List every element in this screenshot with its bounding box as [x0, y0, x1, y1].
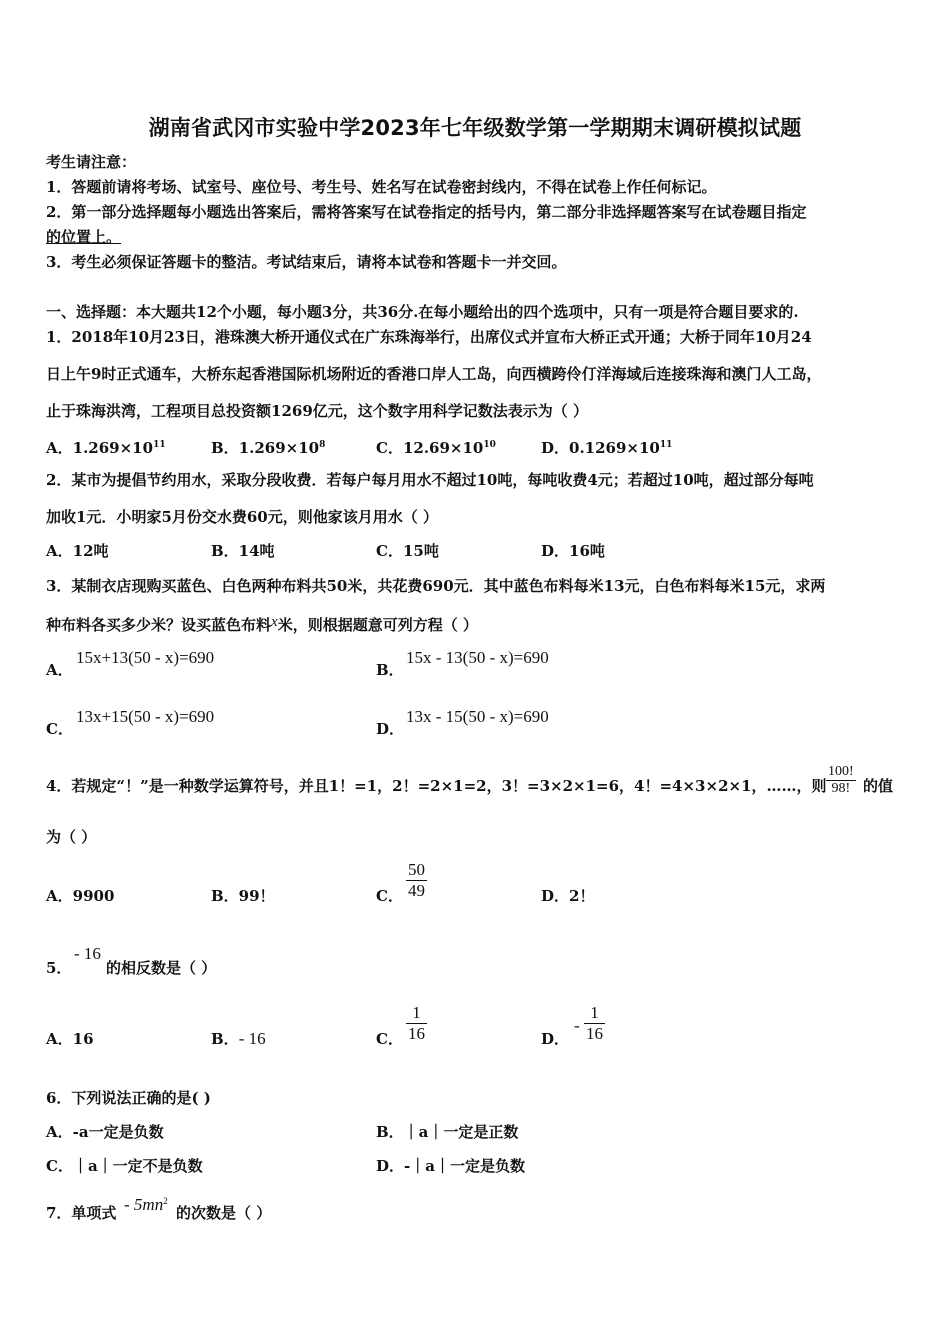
q1-option-c-label: C． — [376, 439, 403, 457]
q1-line-3: 止于珠海洪湾，工程项目总投资额1269亿元，这个数字用科学记数法表示为（ ） — [46, 402, 588, 420]
notice-item-2-cont-text: 的位置上。 — [46, 228, 122, 246]
q3-variable: x — [271, 614, 278, 630]
q1-option-a-label: A． — [46, 439, 73, 457]
page-title: 湖南省武冈市实验中学2023年七年级数学第一学期期末调研模拟试题 — [148, 116, 802, 140]
notice-item-2-cont — [46, 227, 916, 247]
q5-expression: - 16 — [74, 944, 101, 963]
q3-option-d-label[interactable]: D． — [376, 720, 405, 738]
q4-fraction — [826, 764, 856, 797]
q1-option-c-base: 12.69×10 — [402, 439, 484, 457]
q3-line-2-pre: 种布料各买多少米？设买蓝色布料 — [46, 616, 272, 634]
q6-option-b[interactable]: B．｜a｜一定是正数 — [376, 1123, 519, 1141]
q4-line-1-post: 的值 — [863, 777, 894, 795]
q4-line-1 — [46, 776, 916, 796]
q3-line-1: 3．某制衣店现购买蓝色、白色两种布料共50米，共花费690元．其中蓝色布料每米13元，白色布料每米15元，求两 — [46, 577, 826, 595]
q1-option-d-exp: 11 — [659, 440, 673, 450]
q4-option-c-fraction — [406, 860, 427, 901]
q1-option-d-label: D． — [541, 439, 570, 457]
q5-option-c-label[interactable]: C． — [376, 1030, 403, 1048]
q2-option-b[interactable]: B．14吨 — [211, 542, 275, 560]
q2-line-2: 加收1元．小明家5月份交水费60元，则他家该月用水（ ） — [46, 508, 438, 526]
q4-line-2: 为（ ） — [46, 828, 97, 846]
q4-option-c-label[interactable]: C． — [376, 887, 403, 905]
q5-option-b[interactable] — [211, 1029, 266, 1049]
q3-option-c-equation: 13x+15(50 - x)=690 — [76, 707, 215, 726]
q4-option-d[interactable]: D．2！ — [541, 887, 595, 905]
q6-text: 6．下列说法正确的是( ) — [46, 1089, 211, 1107]
q5-option-d-sign: - — [574, 1016, 580, 1035]
q5-option-a[interactable]: A．16 — [46, 1030, 94, 1048]
q5-option-b-value: - 16 — [238, 1029, 266, 1048]
q5-number: 5． — [46, 959, 72, 977]
q1-option-b-base: 1.269×10 — [238, 439, 320, 457]
q4-fraction-denominator: 98! — [831, 781, 851, 796]
q6-option-a[interactable]: A．-a一定是负数 — [46, 1123, 164, 1141]
q5-option-d-numerator: 1 — [584, 1003, 605, 1024]
notice-heading: 考生请注意： — [46, 153, 137, 171]
q1-option-c-exp: 10 — [483, 440, 496, 450]
q5-option-c-numerator: 1 — [406, 1003, 427, 1024]
q1-option-a-exp: 11 — [153, 440, 166, 450]
q4-option-a[interactable]: A．9900 — [46, 887, 115, 905]
q5-option-d-fraction — [584, 1003, 605, 1044]
q3-line-2 — [46, 612, 916, 635]
q3-line-2-post: 米，则根据题意可列方程（ ） — [277, 616, 478, 634]
notice-item-1: 1．答题前请将考场、试室号、座位号、考生号、姓名写在试卷密封线内，不得在试卷上作任何标记。 — [46, 178, 717, 196]
q1-option-b-exp: 8 — [319, 440, 326, 450]
q4-line-1-text: 4．若规定“！”是一种数学运算符号，并且1！=1，2！=2×1=2，3！=3×2×1=6，4！=4×3×2×1，……，则 — [46, 777, 827, 795]
q6-option-c[interactable]: C．｜a｜一定不是负数 — [46, 1157, 203, 1175]
q7-pre: 7．单项式 — [46, 1204, 117, 1222]
q1-option-b-label: B． — [211, 439, 239, 457]
q2-option-c[interactable]: C．15吨 — [376, 542, 439, 560]
notice-item-2: 2．第一部分选择题每小题选出答案后，需将答案写在试卷指定的括号内，第二部分非选择题答案写在试卷题目指定 — [46, 203, 807, 221]
section-heading: 一、选择题：本大题共12个小题，每小题3分，共36分.在每小题给出的四个选项中，只有一项是符合题目要求的. — [46, 303, 799, 321]
q4-option-c-numerator: 50 — [408, 860, 425, 879]
q7-expression-base: - 5mn — [124, 1195, 164, 1214]
q3-option-a-equation: 15x+13(50 - x)=690 — [76, 648, 215, 667]
q5-option-d-denominator: 16 — [586, 1024, 603, 1043]
q5-option-c-denominator: 16 — [408, 1024, 425, 1043]
q4-option-c-denominator: 49 — [408, 881, 425, 900]
q3-option-d-equation: 13x - 15(50 - x)=690 — [406, 707, 549, 726]
q3-option-b-label[interactable]: B． — [376, 661, 404, 679]
q5-option-b-label: B． — [211, 1030, 239, 1048]
q1-option-d-base: 0.1269×10 — [569, 439, 660, 457]
q4-option-b[interactable]: B．99！ — [211, 887, 275, 905]
notice-item-3: 3．考生必须保证答题卡的整洁。考试结束后，请将本试卷和答题卡一并交回。 — [46, 253, 567, 271]
q1-line-1: 1．2018年10月23日，港珠澳大桥开通仪式在广东珠海举行，出席仪式并宣布大桥正式开通；大桥于同年10月24 — [46, 328, 812, 346]
q5-option-c-fraction — [406, 1003, 427, 1044]
q7-post: 的次数是（ ） — [176, 1204, 272, 1222]
q7-expression-exp: 2 — [163, 1196, 168, 1206]
q3-option-b-equation: 15x - 13(50 - x)=690 — [406, 648, 549, 667]
q1-option-d[interactable] — [541, 435, 672, 458]
q3-option-c-label[interactable]: C． — [46, 720, 73, 738]
q4-fraction-numerator: 100! — [828, 764, 854, 779]
q2-line-1: 2．某市为提倡节约用水，采取分段收费．若每户每月用水不超过10吨，每吨收费4元；若超过10吨，超过部分每吨 — [46, 471, 814, 489]
q5-option-d-label[interactable]: D． — [541, 1030, 570, 1048]
q1-line-2: 日上午9时正式通车，大桥东起香港国际机场附近的香港口岸人工岛，向西横跨伶仃洋海域后连接珠海和澳门人工岛， — [46, 365, 822, 383]
q3-option-a-label[interactable]: A． — [46, 661, 73, 679]
q1-option-c[interactable] — [376, 435, 496, 458]
q1-option-b[interactable] — [211, 435, 325, 458]
q7-expression — [124, 1191, 168, 1215]
q2-option-a[interactable]: A．12吨 — [46, 542, 109, 560]
q1-option-a-base: 1.269×10 — [72, 439, 154, 457]
q2-option-d[interactable]: D．16吨 — [541, 542, 605, 560]
q1-option-a[interactable] — [46, 435, 166, 458]
q5-text: 的相反数是（ ） — [106, 959, 217, 977]
q6-option-d[interactable]: D．-｜a｜一定是负数 — [376, 1157, 525, 1175]
